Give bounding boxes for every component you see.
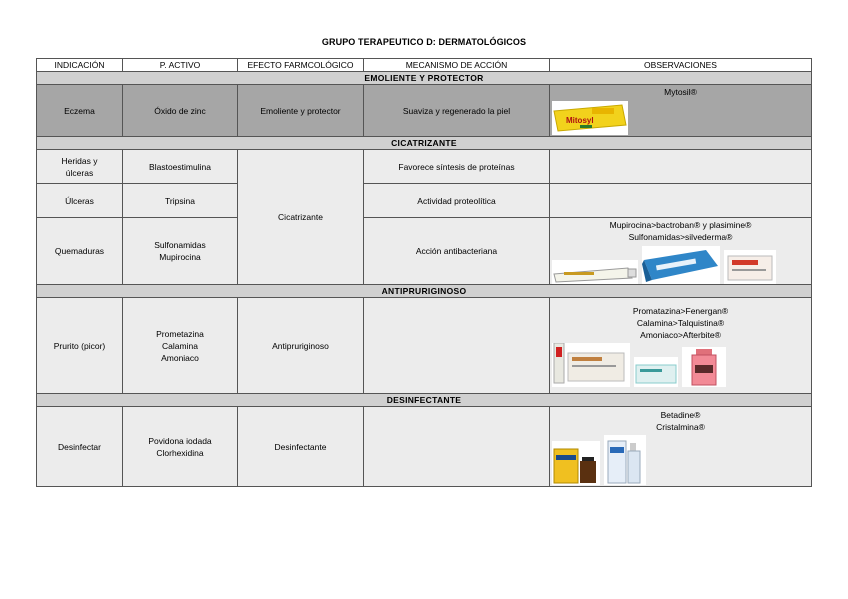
cell-mecanismo bbox=[364, 298, 550, 394]
cell-mecanismo bbox=[364, 407, 550, 487]
cell-activo: Óxido de zinc bbox=[123, 85, 238, 137]
cell-activo bbox=[123, 298, 238, 394]
activo-line: Clorhexidina bbox=[156, 447, 204, 458]
activo-line: Sulfonamidas bbox=[154, 240, 206, 250]
cristalmina-product-image bbox=[604, 435, 646, 485]
cell-indicacion: Desinfectar bbox=[37, 407, 123, 487]
header-activo: P. ACTIVO bbox=[123, 59, 238, 72]
header-mecanismo: MECANISMO DE ACCIÓN bbox=[364, 59, 550, 72]
obs-line: Promatazina>Fenergan® bbox=[632, 305, 729, 316]
mitosyl-product-image bbox=[552, 101, 628, 135]
table-row bbox=[37, 85, 812, 137]
section-title: EMOLIENTE Y PROTECTOR bbox=[37, 72, 812, 85]
header-row bbox=[37, 59, 812, 72]
section-emoliente bbox=[37, 72, 812, 85]
cell-activo bbox=[123, 218, 238, 285]
section-title: ANTIPRURIGINOSO bbox=[37, 285, 812, 298]
header-observaciones: OBSERVACIONES bbox=[550, 59, 812, 72]
table-row bbox=[37, 150, 812, 184]
section-title: CICATRIZANTE bbox=[37, 137, 812, 150]
section-title: DESINFECTANTE bbox=[37, 394, 812, 407]
fenergan-product-image bbox=[552, 343, 630, 387]
obs-line: Sulfonamidas>silvederma® bbox=[628, 231, 733, 242]
cell-efecto: Emoliente y protector bbox=[238, 85, 364, 137]
cell-observaciones bbox=[550, 298, 812, 394]
therapeutic-table bbox=[36, 58, 812, 487]
table-row bbox=[37, 218, 812, 285]
cell-efecto: Antipruriginoso bbox=[238, 298, 364, 394]
document-title: GRUPO TERAPEUTICO D: DERMATOLÓGICOS bbox=[321, 37, 527, 47]
obs-line: Betadine® bbox=[660, 409, 701, 420]
obs-line: Mupirocina>bactroban® y plasimine® bbox=[609, 219, 752, 230]
cell-observaciones bbox=[550, 150, 812, 184]
indicacion-line: Heridas y bbox=[61, 155, 98, 166]
activo-line: Prometazina bbox=[156, 328, 204, 339]
indicacion-line: úlceras bbox=[65, 167, 94, 178]
cell-indicacion: Eczema bbox=[37, 85, 123, 137]
table-row bbox=[37, 184, 812, 218]
cell-indicacion: Prurito (picor) bbox=[37, 298, 123, 394]
header-efecto: EFECTO FARMCOLÓGICO bbox=[238, 59, 364, 72]
obs-line: Calamina>Talquistina® bbox=[636, 317, 725, 328]
section-desinfectante bbox=[37, 394, 812, 407]
header-indicacion: INDICACIÓN bbox=[37, 59, 123, 72]
bactroban-product-image bbox=[552, 260, 638, 284]
obs-line: Cristalmina® bbox=[656, 421, 705, 432]
activo-line: Calamina bbox=[162, 340, 198, 351]
cell-mecanismo: Actividad proteolítica bbox=[364, 184, 550, 218]
activo-line: Mupirocina bbox=[159, 252, 201, 262]
cell-efecto: Desinfectante bbox=[238, 407, 364, 487]
cell-mecanismo: Suaviza y regenerado la piel bbox=[364, 85, 550, 137]
cell-activo: Tripsina bbox=[123, 184, 238, 218]
betadine-product-image bbox=[552, 441, 600, 485]
obs-line: Mytosil® bbox=[664, 87, 697, 97]
obs-line: Amoniaco>Afterbite® bbox=[640, 329, 721, 340]
activo-line: Amoniaco bbox=[161, 352, 199, 363]
activo-line: Povidona iodada bbox=[148, 435, 212, 446]
cell-activo: Blastoestimulina bbox=[123, 150, 238, 184]
cell-observaciones bbox=[550, 85, 812, 137]
cell-activo bbox=[123, 407, 238, 487]
section-antipruriginoso bbox=[37, 285, 812, 298]
cell-observaciones bbox=[550, 407, 812, 487]
plasimine-product-image bbox=[642, 246, 720, 284]
cell-observaciones bbox=[550, 184, 812, 218]
cell-indicacion: Quemaduras bbox=[37, 218, 123, 285]
cell-efecto: Cicatrizante bbox=[238, 150, 364, 285]
cell-observaciones bbox=[550, 218, 812, 285]
silvederma-product-image bbox=[724, 250, 776, 284]
table-row bbox=[37, 298, 812, 394]
cell-mecanismo: Favorece síntesis de proteínas bbox=[364, 150, 550, 184]
cell-indicacion: Úlceras bbox=[37, 184, 123, 218]
mitosyl-label: Mitosyl bbox=[566, 116, 594, 125]
cell-mecanismo: Acción antibacteriana bbox=[364, 218, 550, 285]
talquistina-product-image bbox=[634, 357, 678, 387]
afterbite-product-image bbox=[682, 347, 726, 387]
cell-indicacion bbox=[37, 150, 123, 184]
table-row bbox=[37, 407, 812, 487]
section-cicatrizante bbox=[37, 137, 812, 150]
